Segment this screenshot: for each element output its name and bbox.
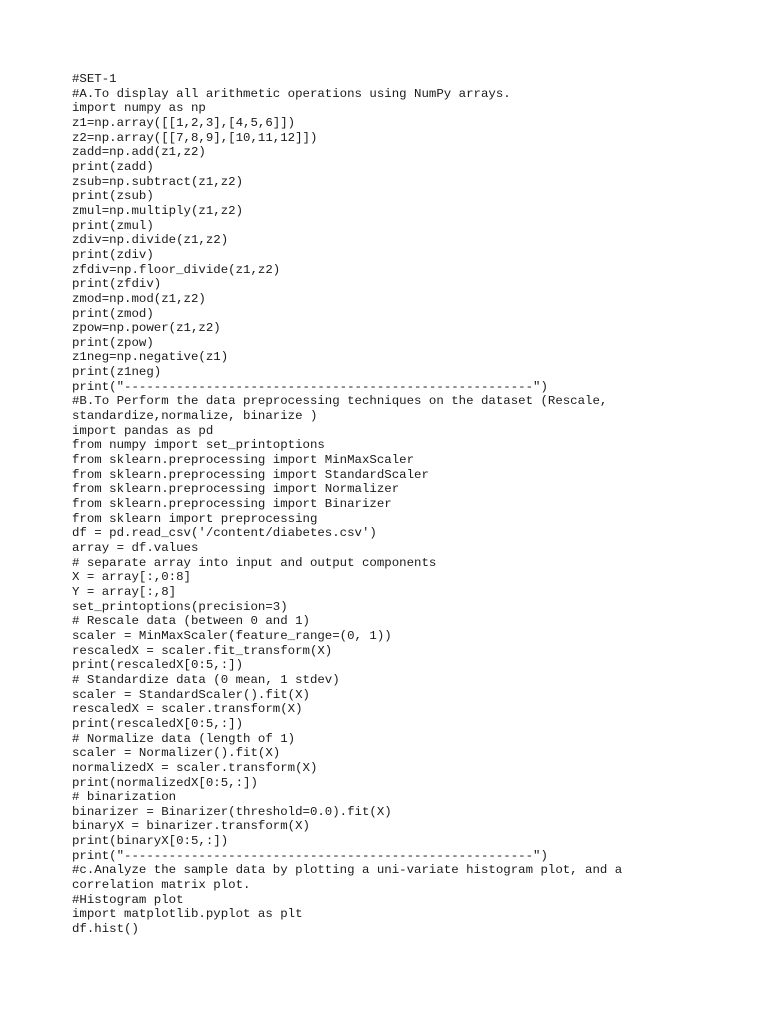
code-line: #c.Analyze the sample data by plotting a uni-variate histogram plot, and a bbox=[72, 863, 623, 878]
code-line: zpow=np.power(z1,z2) bbox=[72, 321, 221, 336]
code-line: zdiv=np.divide(z1,z2) bbox=[72, 233, 229, 248]
code-line: print(normalizedX[0:5,:]) bbox=[72, 775, 258, 790]
code-line: binaryX = binarizer.transform(X) bbox=[72, 819, 310, 834]
code-line: print(rescaledX[0:5,:]) bbox=[72, 716, 244, 731]
code-line: z1=np.array([[1,2,3],[4,5,6]]) bbox=[72, 115, 296, 130]
code-line: zadd=np.add(z1,z2) bbox=[72, 145, 206, 160]
code-line: rescaledX = scaler.transform(X) bbox=[72, 702, 303, 717]
code-listing bbox=[72, 72, 712, 937]
code-line: print(rescaledX[0:5,:]) bbox=[72, 658, 244, 673]
code-line: X = array[:,0:8] bbox=[72, 570, 191, 585]
code-line: import numpy as np bbox=[72, 101, 206, 116]
code-line: # binarization bbox=[72, 790, 177, 805]
code-line: print(z1neg) bbox=[72, 365, 162, 380]
code-line: z2=np.array([[7,8,9],[10,11,12]]) bbox=[72, 130, 318, 145]
code-line: print(zfdiv) bbox=[72, 277, 162, 292]
code-line: from numpy import set_printoptions bbox=[72, 438, 325, 453]
code-line: scaler = Normalizer().fit(X) bbox=[72, 746, 281, 761]
code-line: standardize,normalize, binarize ) bbox=[72, 409, 318, 424]
code-line: # Normalize data (length of 1) bbox=[72, 731, 296, 746]
code-line: print(zsub) bbox=[72, 189, 154, 204]
code-line: binarizer = Binarizer(threshold=0.0).fit(X) bbox=[72, 804, 392, 819]
code-line: # Rescale data (between 0 and 1) bbox=[72, 614, 310, 629]
code-line: import pandas as pd bbox=[72, 423, 214, 438]
code-line: from sklearn import preprocessing bbox=[72, 511, 318, 526]
code-line: print(zmod) bbox=[72, 306, 154, 321]
code-line: zfdiv=np.floor_divide(z1,z2) bbox=[72, 262, 281, 277]
code-line: #SET-1 bbox=[72, 72, 117, 86]
code-line: from sklearn.preprocessing import Binarizer bbox=[72, 497, 392, 512]
code-line: zsub=np.subtract(z1,z2) bbox=[72, 174, 244, 189]
code-line: #A.To display all arithmetic operations using NumPy arrays. bbox=[72, 86, 511, 101]
code-line: Y = array[:,8] bbox=[72, 584, 177, 599]
code-line: print(zmul) bbox=[72, 218, 154, 233]
code-line: from sklearn.preprocessing import MinMaxScaler bbox=[72, 453, 415, 468]
code-line: scaler = StandardScaler().fit(X) bbox=[72, 687, 310, 702]
code-line: from sklearn.preprocessing import StandardScaler bbox=[72, 467, 429, 482]
code-line: import matplotlib.pyplot as plt bbox=[72, 907, 303, 922]
code-line: rescaledX = scaler.fit_transform(X) bbox=[72, 643, 333, 658]
code-line: print("-------------------------------------------------------") bbox=[72, 848, 548, 863]
code-line: # separate array into input and output components bbox=[72, 555, 437, 570]
code-line: scaler = MinMaxScaler(feature_range=(0, 1)) bbox=[72, 628, 392, 643]
code-line: df.hist() bbox=[72, 922, 139, 937]
code-line: print(binaryX[0:5,:]) bbox=[72, 834, 229, 849]
code-line: zmul=np.multiply(z1,z2) bbox=[72, 203, 244, 218]
code-line: normalizedX = scaler.transform(X) bbox=[72, 760, 318, 775]
code-line: set_printoptions(precision=3) bbox=[72, 599, 288, 614]
code-line: print(zdiv) bbox=[72, 247, 154, 262]
code-line: zmod=np.mod(z1,z2) bbox=[72, 291, 206, 306]
code-line: df = pd.read_csv('/content/diabetes.csv') bbox=[72, 526, 377, 541]
code-line: from sklearn.preprocessing import Normalizer bbox=[72, 482, 400, 497]
code-line: print(zpow) bbox=[72, 335, 154, 350]
code-line: print("-------------------------------------------------------") bbox=[72, 379, 548, 394]
code-line: correlation matrix plot. bbox=[72, 878, 251, 893]
code-line: z1neg=np.negative(z1) bbox=[72, 350, 229, 365]
code-line: #Histogram plot bbox=[72, 892, 184, 907]
code-line: # Standardize data (0 mean, 1 stdev) bbox=[72, 672, 340, 687]
code-line: print(zadd) bbox=[72, 159, 154, 174]
code-line: #B.To Perform the data preprocessing techniques on the dataset (Rescale, bbox=[72, 394, 608, 409]
code-line: array = df.values bbox=[72, 541, 199, 555]
